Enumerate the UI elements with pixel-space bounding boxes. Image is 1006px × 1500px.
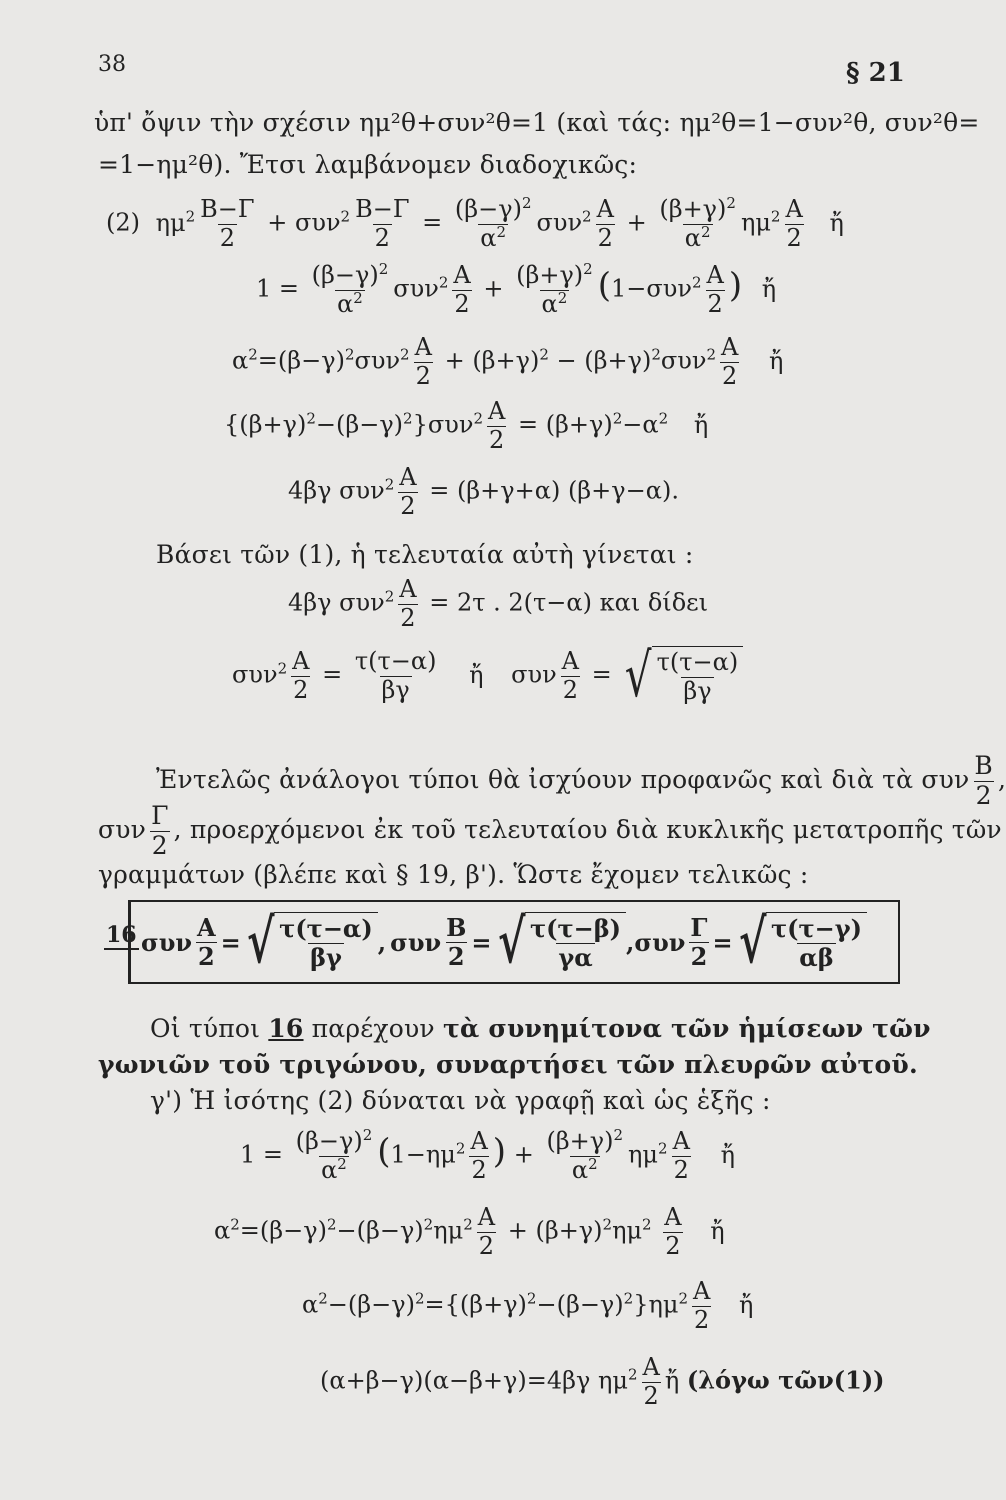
equation-6: 4βγ συν$^2$ $\frac{A}{2}$ = (β+γ+α) (β+γ−α). [288,463,679,520]
equation-2: (2) $\eta\mu^2$ $\frac{B-\Gamma}{2}$ + συν$^2$ $\frac{B-\Gamma}{2}$ = $\frac{(\beta-\gamma)^2}{\alpha^2}$ συν$^2$ $\frac{A}{2}$ + $\frac{(\beta+\gamma)^2}{\alpha^2}$ $\eta\mu^2$ $\frac{A}{2}$ ἤ [106,194,844,252]
page-number: 38 [98,52,126,77]
formula-box-16: συν $\frac{A}{2}$ = √ $\frac{\tau(\tau-\alpha)}{\beta\gamma}$ , συν $\frac{B}{2}$ = √ $\frac{\tau(\tau-\beta)}{\gamma\alpha}$ , συν $\frac{\Gamma}{2}$ = √ $\frac{\tau(\tau-\gamma)}{\alpha\beta}$ [128,900,900,984]
text-vasei: Βάσει τῶν (1), ἡ τελευταία αὐτὴ γίνεται : [156,540,694,569]
text-grammaton: γραμμάτων (βλέπε καὶ § 19, β'). Ὥστε ἔχομεν τελικῶς : [98,860,809,889]
section-label: § 21 [846,58,905,88]
equation-4: $\alpha^2=(\beta-\gamma)^2\sigma\upsilon\nu^2$ $\frac{A}{2}$ + $(\beta+\gamma)^2 - (\beta+\gamma)^2\sigma\upsilon\nu^2$ $\frac{A}{2}$ ἤ [232,333,784,390]
text-oi-typoi: Οἱ τύποι 16 παρέχουν τὰ συνημίτονα τῶν ἡμίσεων τῶν [150,1014,931,1043]
text-proerx: συν $\frac{\Gamma}{2}$ , προερχόμενοι ἐκ τοῦ τελευταίου διὰ κυκλικῆς μετατροπῆς τῶν [98,801,1002,860]
equation-12: (α+β−γ)(α−β+γ)=4βγ $\eta\mu^2$ $\frac{A}{2}$ ἤ (λόγω τῶν(1)) [320,1353,885,1410]
equation-3: 1 = $\frac{(\beta-\gamma)^2}{\alpha^2}$ συν$^2$ $\frac{A}{2}$ + $\frac{(\beta+\gamma)^2}{\alpha^2}$ (1−συν$^2$ $\frac{A}{2}$ ) ἤ [256,260,777,318]
text-entelos: Ἐντελῶς ἀνάλογοι τύποι θὰ ἰσχύουν προφανῶς καὶ διὰ τὰ συν $\frac{B}{2}$ , [156,751,1006,810]
formula-number: 16 [106,922,137,948]
equation-7: 4βγ συν$^2$ $\frac{A}{2}$ = 2τ . 2(τ−α) και δίδει [288,575,709,632]
equation-11: $\alpha^2-(\beta-\gamma)^2=\{(\beta+\gamma)^2-(\beta-\gamma)^2\}\eta\mu^2$ $\frac{A}{2}$ ἤ [302,1277,754,1334]
equation-5: $\{(\beta+\gamma)^2-(\beta-\gamma)^2\}\sigma\upsilon\nu^2$ $\frac{A}{2}$ = $(\beta+\gamma)^2-\alpha^2$ ἤ [224,397,709,454]
text-gamma: γ') Ἡ ἰσότης (2) δύναται νὰ γραφῇ καὶ ὡς ἑξῆς : [150,1086,771,1115]
equation-9: 1 = $\frac{(\beta-\gamma)^2}{\alpha^2}$ ($1-\eta\mu^2$ $\frac{A}{2}$ ) + $\frac{(\beta+\gamma)^2}{\alpha^2}$ $\eta\mu^2$ $\frac{A}{2}$ ἤ [240,1126,735,1184]
text-line-1: ὑπ' ὄψιν τὴν σχέσιν ημ²θ+συν²θ=1 (καὶ τάς: ημ²θ=1−συν²θ, συν²θ= [94,108,980,137]
equation-8: συν$^2$ $\frac{A}{2}$ = $\frac{\tau(\tau-\alpha)}{\beta\gamma}$ ἤ συν $\frac{A}{2}$ = √ $\frac{\tau(\tau-\alpha)}{\beta\gamma}$ [232,646,743,706]
text-gonion: γωνιῶν τοῦ τριγώνου, συναρτήσει τῶν πλευρῶν αὐτοῦ. [98,1050,918,1079]
equation-10: $\alpha^2=(\beta-\gamma)^2-(\beta-\gamma)^2\eta\mu^2$ $\frac{A}{2}$ + $(\beta+\gamma)^2\eta\mu^2$ $\frac{A}{2}$ ἤ [214,1203,725,1260]
text-line-2: =1−ημ²θ). Ἔτσι λαμβάνομεν διαδοχικῶς: [98,150,638,179]
